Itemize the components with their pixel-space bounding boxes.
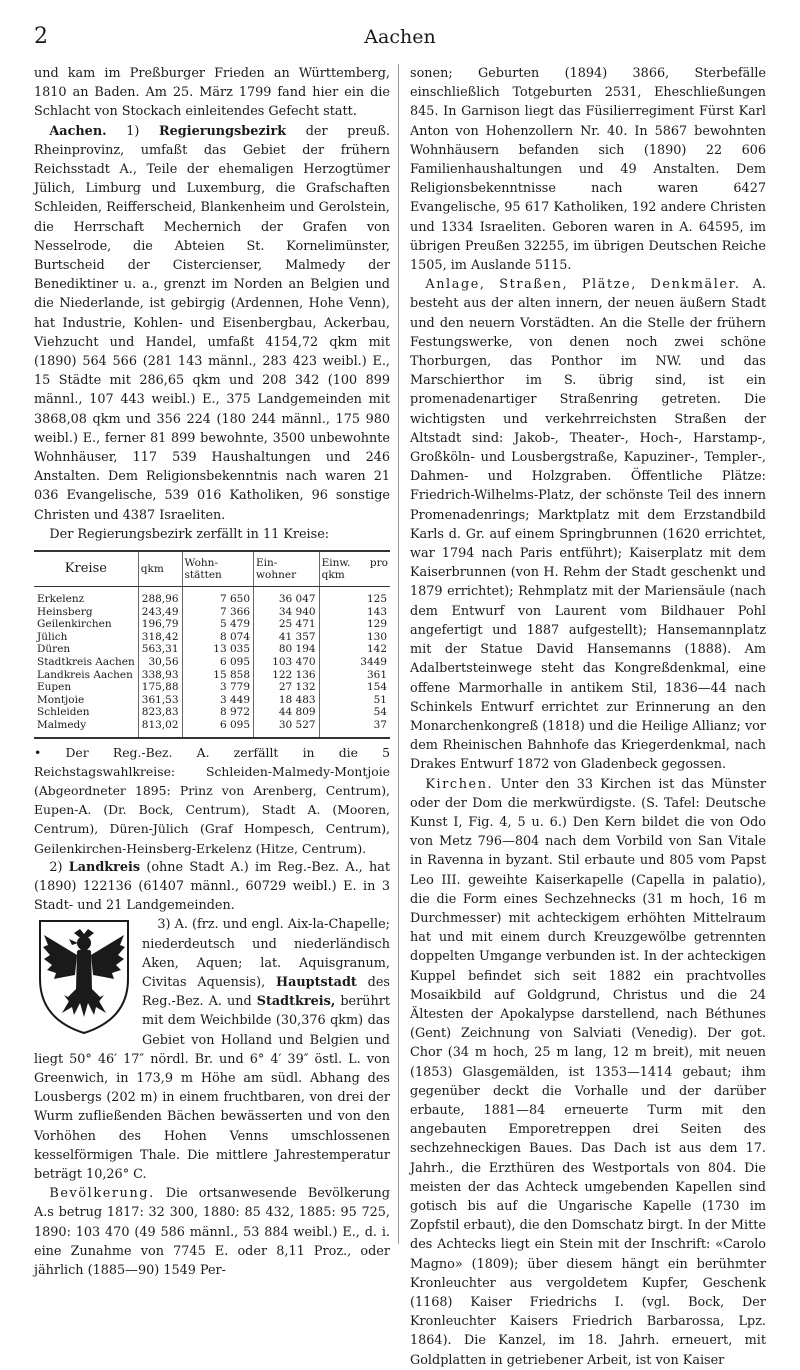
table-cell: 361	[319, 669, 390, 682]
table-cell: 3449	[319, 656, 390, 669]
table-cell: 175,88	[138, 681, 182, 694]
table-cell: 25 471	[254, 618, 320, 631]
paragraph-wahlkreise	[34, 743, 390, 858]
table-cell: 142	[319, 643, 390, 656]
column-header: Ein- wohner	[254, 551, 320, 587]
paragraph: sonen; Geburten (1894) 3866, Sterbefälle einschließlich Totgeburten 2531, Eheschließungen 845. In Garnison liegt das Füsilierregiment Fürst Karl Anton von Hohenzollern Nr. 40. In 5867 bewohnten Wohnhäusern befanden sich (1890) 22 606 Familienhaushaltungen und 49 Anstalten. Dem Religionsbekenntnisse nach waren 6427 Evangelische, 95 617 Katholiken, 192 andere Christen und 1334 Israeliten. Geboren waren in A. 64595, im übrigen Preußen 32255, im übrigen Deutschen Reiche 1505, im Auslande 5115.	[410, 66, 766, 274]
table-cell: 813,02	[138, 719, 182, 738]
section-heading: Anlage, Straßen, Plätze, Denkmäler.	[425, 277, 741, 293]
table-cell: 823,83	[138, 706, 182, 719]
entry-text: Die ortsanwesende Bevölkerung A.s betrug 1817: 32 300, 1880: 85 432, 1885: 95 725, 1890: 103 470 (49 586 männl., 53 884 weibl.) E., d. i. eine Zunahme von 7745 E. oder 8,11 Proz., oder jährlich (1885—90) 1549 Per-	[34, 1186, 390, 1279]
page-header	[34, 24, 766, 52]
table-cell: 51	[319, 694, 390, 707]
section-heading: Bevölkerung.	[49, 1186, 155, 1202]
paragraph-text: Der Reg.-Bez. A. zerfällt in die 5 Reichstagswahlkreise: Schleiden-Malmedy-Montjoie (Abgeordneter 1895: Prinz von Arenberg, Centrum), Eupen-A. (Dr. Bock, Centrum), Stadt A. (Mooren, Centrum), Düren-Jülich (Graf Hompesch, Centrum), Geilenkirchen-Heinsberg-Erkelenz (Hitze, Centrum).	[34, 744, 390, 856]
table-cell: 361,53	[138, 694, 182, 707]
right-column	[410, 64, 766, 1370]
table-cell-kreis: Malmedy	[34, 719, 138, 738]
table-cell: 30,56	[138, 656, 182, 669]
column-divider	[398, 64, 399, 1244]
table-row	[34, 694, 390, 707]
table-cell-kreis: Düren	[37, 643, 71, 656]
table-cell: 6 095	[182, 656, 254, 669]
paragraph-landkreis	[34, 858, 390, 916]
table-cell: 8 074	[182, 631, 254, 644]
table-cell: 563,31	[138, 643, 182, 656]
table-cell: 13 035	[182, 643, 254, 656]
table-row	[34, 631, 390, 644]
subentry-term: Hauptstadt	[276, 975, 357, 991]
table-cell-kreis: Schleiden	[37, 706, 90, 719]
table-cell: 27 132	[254, 681, 320, 694]
table-row	[34, 706, 390, 719]
paragraph-anlage	[410, 275, 766, 774]
table-cell: 34 940	[254, 606, 320, 619]
entry-number: 2)	[49, 859, 69, 875]
subentry-term: Landkreis	[68, 859, 141, 875]
table-row	[34, 719, 390, 738]
section-heading: Kirchen.	[425, 776, 494, 792]
table-cell: 5 479	[182, 618, 254, 631]
table-cell: 18 483	[254, 694, 320, 707]
table-cell-kreis: Landkreis Aachen	[37, 668, 133, 681]
entry-text: 3) A. (frz. und engl. Aix-la-Chapelle; niederdeutsch und niederländisch Aken, Aquen; lat. Aquisgranum, Civitas Aquensis),	[142, 917, 390, 991]
table-row	[34, 606, 390, 619]
column-header: Wohn- stätten	[182, 551, 254, 587]
table-cell: 103 470	[254, 656, 320, 669]
eagle-crest-icon	[34, 917, 134, 1035]
table-row	[34, 618, 390, 631]
table-cell: 122 136	[254, 669, 320, 682]
table-row	[34, 656, 390, 669]
subentry-term: Stadtkreis,	[256, 994, 336, 1010]
kreise-table	[34, 550, 390, 739]
table-cell: 125	[319, 587, 390, 606]
page-number: 2	[34, 24, 48, 49]
column-header: qkm	[138, 551, 182, 587]
table-cell: 7 650	[182, 587, 254, 606]
table-cell: 30 527	[254, 719, 320, 738]
table-cell: 130	[319, 631, 390, 644]
entry-text: Unter den 33 Kirchen ist das Münster oder der Dom die merkwürdigste. (S. Tafel: Deutsche Kunst I, Fig. 4, 5 u. 6.) Den Kern bildet die von Odo von Metz 796—804 nach dem Vorbild von San Vitale in Ravenna in byzant. Stil erbaute und 805 vom Papst Leo III. geweihte Kaiserkapelle (Capella in palatio), die die Form eines Sechzehnecks (31 m hoch, 16 m Durchmesser) mit achteckigem erhöhten Mittelraum hat und mit einem durch Kreuzgewölbe getrennten doppelten Umgange verbunden ist. In der achteckigen Kuppel befindet sich seit 1882 ein prachtvolles Mosaikbild auf Goldgrund, Christus und die 24 Ältesten der Apokalypse darstellend, nach Béthunes (Gent) Zeichnung von Salviati (Venedig). Der got. Chor (34 m hoch, 25 m lang, 12 m breit), mit neuen (1853) Glasgemälden, ist 1353—1414 gebaut; ihm gegenüber deckt die Vorhalle und der darüber erbaute, 1881—84 erneuerte Turm mit den angebauten Emporetreppen drei Seiten des sechzehneckigen Baues. Das Dach ist aus dem 17. Jahrh., die Erzthüren des Westportals von 804. Die meisten der das Achteck umgebenden Kapellen sind gotisch bis auf die Ungarische Kapelle (1730 im Zopfstil erbaut), die den Domschatz birgt. In der Mitte des Achtecks liegt ein Stein mit der Inschrift: «Carolo Magno» (1809); über diesem hängt ein berühmter Kronleuchter aus vergoldetem Kupfer, Geschenk (1168) Kaiser Friedrichs I. (vgl. Bock, Der Kronleuchter Kaisers Friedrich Barbarossa, Lpz. 1864). Die Kanzel, im 18. Jahrh. erneuert, mit Goldplatten in getriebener Arbeit, ist von Kaiser	[410, 776, 766, 1368]
paragraph: und kam im Preßburger Frieden an Württemberg, 1810 an Baden. Am 25. März 1799 fand hier ein die Schlacht von Stockach einleitendes Gefecht statt.	[34, 66, 390, 120]
table-body	[34, 587, 390, 738]
table-cell-kreis: Jülich	[37, 630, 68, 643]
table-cell: 129	[319, 618, 390, 631]
table-cell: 37	[319, 719, 390, 738]
table-cell-kreis: Stadtkreis Aachen	[37, 656, 135, 669]
table-cell-kreis: Montjoie	[37, 693, 85, 706]
table-cell-kreis: Eupen	[37, 681, 72, 694]
table-cell: 154	[319, 681, 390, 694]
table-cell: 44 809	[254, 706, 320, 719]
paragraph: Der Regierungsbezirk zerfällt in 11 Kreise:	[49, 526, 330, 542]
table-cell: 80 194	[254, 643, 320, 656]
subentry-term: Regierungsbezirk	[159, 123, 287, 139]
paragraph-kirchen	[410, 775, 766, 1370]
table-cell: 8 972	[182, 706, 254, 719]
table-cell: 3 449	[182, 694, 254, 707]
bullet: •	[34, 744, 66, 760]
table-cell: 3 779	[182, 681, 254, 694]
table-header-row	[34, 551, 390, 587]
table-row	[34, 681, 390, 694]
table-cell: 143	[319, 606, 390, 619]
column-header: Einw. pro qkm	[319, 551, 390, 587]
table-cell: 15 858	[182, 669, 254, 682]
entry-headword: Aachen.	[49, 123, 107, 139]
paragraph-regierungsbezirk	[34, 122, 390, 525]
entry-text: des Reg.-Bez. A. und	[142, 975, 390, 1010]
table-cell: 7 366	[182, 606, 254, 619]
table-cell-kreis: Heinsberg	[37, 605, 93, 618]
table-cell: 338,93	[138, 669, 182, 682]
table-cell-kreis: Geilenkirchen	[37, 618, 112, 631]
table-cell: 41 357	[254, 631, 320, 644]
table-cell: 36 047	[254, 587, 320, 606]
table-cell-kreis: Erkelenz	[37, 593, 85, 606]
table-cell: 243,49	[138, 606, 182, 619]
table-cell: 6 095	[182, 719, 254, 738]
table-cell: 196,79	[138, 618, 182, 631]
entry-text: A. besteht aus der alten innern, der neuen äußern Stadt und den neuern Vorstädten. An die Stelle der frühern Festungswerke, von denen noch zwei schöne Thorburgen, das Ponthor im NW. und das Marschierthor im S. übrig sind, ist ein promenadenartiger Straßenring getreten. Die wichtigsten und verkehrreichsten Straßen der Altstadt sind: Jakob-, Theater-, Hoch-, Harstamp-, Großköln- und Lousbergstraße, Kapuziner-, Templer-, Dahmen- und Holzgraben. Öffentliche Plätze: Friedrich-Wilhelms-Platz, der schönste Teil des innern Promenadenrings; Marktplatz mit dem Erzstandbild Karls d. Gr. auf einem Springbrunnen (1620 errichtet, war 1794 nach Paris entführt); Kaiserplatz mit dem Kaiserbrunnen (von H. Rehm der Stadt geschenkt und 1879 errichtet); Rehmplatz mit der Mariensäule (nach dem Entwurf von Laurent vom Bildhauer Pohl angefertigt und 1887 aufgestellt); Hansemannplatz mit der Statue David Hansemanns (1888). Am Adalbertsteinwege steht das Kongreßdenkmal, eine offene Marmorhalle in antikem Stil, 1836—44 nach Schinkels Entwurf errichtet zur Erinnerung an den Monarchenkongreß (1818) und die Heilige Allianz; vor dem Rheinischen Bahnhofe das Kriegerdenkmal, nach Drakes Entwurf 1872 von Gladenbeck gegossen.	[410, 277, 766, 773]
entry-text: der preuß. Rheinprovinz, umfaßt das Gebiet der frühern Reichsstadt A., Teile der ehemaligen Herzogtümer Jülich, Limburg und Luxemburg, die Grafschaften Schleiden, Reifferscheid, Blankenheim und Gerolstein, die Herrschaft Mechernich der Grafen von Nesselrode, die Abteien St. Kornelimünster, Burtscheid der Cistercienser, Malmedy der Benediktiner u. a., grenzt im Norden an Belgien und die Niederlande, ist gebirgig (Ardennen, Hohe Venn), hat Industrie, Kohlen- und Eisenbergbau, Ackerbau, Viehzucht und Handel, umfaßt 4154,72 qkm mit (1890) 564 566 (281 143 männl., 283 423 weibl.) E., 15 Städte mit 286,65 qkm und 208 342 (100 899 männl., 107 443 weibl.) E., 375 Landgemeinden mit 3868,08 qkm und 356 224 (180 244 männl., 175 980 weibl.) E., ferner 81 899 bewohnte, 3500 unbewohnte Wohnhäuser, 117 539 Haushaltungen und 246 Anstalten. Dem Religionsbekenntnis nach waren 21 036 Evangelische, 539 016 Katholiken, 96 sonstige Christen und 4387 Israeliten.	[34, 123, 390, 523]
entry-number: 1)	[106, 123, 160, 139]
table-cell: 288,96	[138, 587, 182, 606]
column-header: Kreise	[34, 551, 138, 587]
paragraph-stadt	[34, 915, 390, 1184]
table-row	[34, 587, 390, 606]
entry-text: berührt mit dem Weichbilde (30,376 qkm) das Gebiet von Holland und Belgien und liegt 50° 46′ 17″ nördl. Br. und 6° 4′ 39″ östl. L. von Greenwich, in 173,9 m Höhe am südl. Abhang des Lousbergs (202 m) in einem fruchtbaren, von drei der Wurm zufließenden Bächen bewässerten und von den Vorhöhen des Hohen Venns umschlossenen kesselförmigen Thale. Die mittlere Jahrestemperatur beträgt 10,26° C.	[34, 994, 390, 1183]
left-column	[34, 64, 390, 1280]
table-cell: 318,42	[138, 631, 182, 644]
running-title: Aachen	[364, 26, 436, 48]
entry-text: (ohne Stadt A.) im Reg.-Bez. A., hat (1890) 122136 (61407 männl., 60729 weibl.) E. in 3 Stadt- und 21 Landgemeinden.	[34, 859, 390, 914]
table-row	[34, 643, 390, 656]
table-cell: 54	[319, 706, 390, 719]
table-row	[34, 669, 390, 682]
